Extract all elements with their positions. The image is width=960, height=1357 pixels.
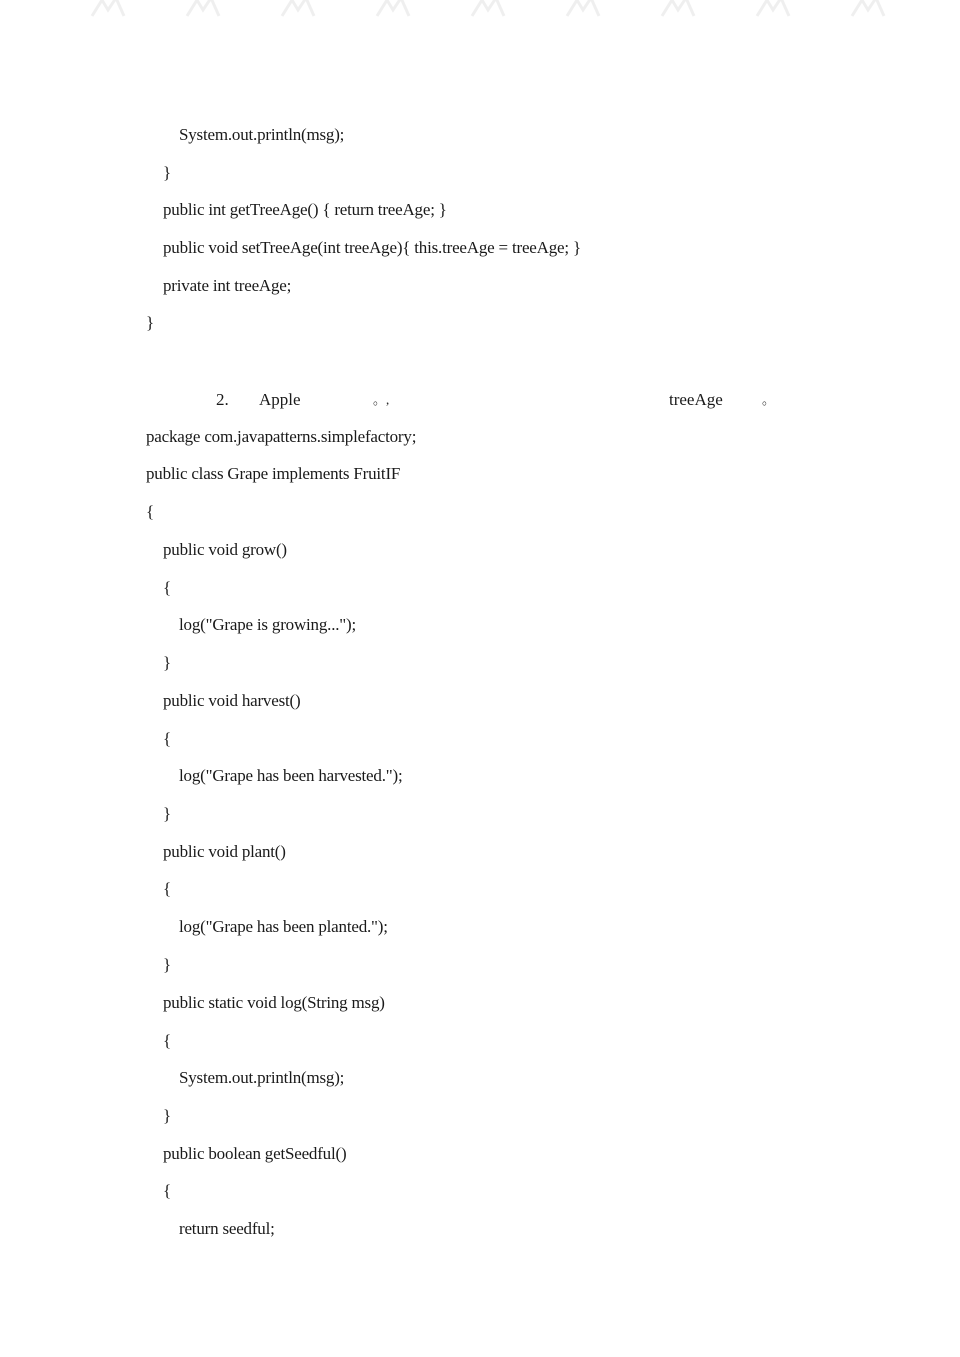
code-line: public void grow() — [163, 540, 287, 559]
watermark-icon — [468, 0, 508, 22]
code-line: log("Grape has been planted."); — [179, 917, 388, 936]
watermark-icon — [373, 0, 413, 22]
item-number: 2. — [216, 390, 229, 409]
code-line: System.out.println(msg); — [179, 125, 345, 144]
code-line: } — [163, 1106, 171, 1125]
item-text: treeAge — [669, 390, 723, 409]
code-line: public void harvest() — [163, 691, 301, 710]
code-line: } — [163, 804, 171, 823]
code-line: } — [146, 313, 154, 332]
code-line: { — [163, 1031, 171, 1050]
watermark-strip — [0, 0, 960, 30]
watermark-icon — [183, 0, 223, 22]
watermark-icon — [658, 0, 698, 22]
code-line: public void setTreeAge(int treeAge){ this.treeAge = treeAge; } — [163, 238, 581, 257]
code-line: public boolean getSeedful() — [163, 1144, 347, 1163]
code-line: { — [163, 578, 171, 597]
watermark-icon — [753, 0, 793, 22]
code-line: } — [163, 955, 171, 974]
code-line: log("Grape has been harvested."); — [179, 766, 403, 785]
item-punct: 。, — [373, 392, 390, 407]
item-text: Apple — [259, 390, 301, 409]
code-line: } — [163, 653, 171, 672]
code-line: System.out.println(msg); — [179, 1068, 345, 1087]
code-line: private int treeAge; — [163, 276, 292, 295]
watermark-icon — [848, 0, 888, 22]
code-line: { — [163, 879, 171, 898]
code-line: package com.javapatterns.simplefactory; — [146, 427, 417, 446]
code-line: public int getTreeAge() { return treeAge; } — [163, 200, 447, 219]
code-line: { — [163, 729, 171, 748]
code-line: public void plant() — [163, 842, 286, 861]
code-line: { — [146, 502, 154, 521]
watermark-icon — [563, 0, 603, 22]
watermark-icon — [278, 0, 318, 22]
code-line: public class Grape implements FruitIF — [146, 464, 401, 483]
code-line: { — [163, 1181, 171, 1200]
watermark-icon — [88, 0, 128, 22]
code-line: return seedful; — [179, 1219, 275, 1238]
code-line: } — [163, 163, 171, 182]
code-line: public static void log(String msg) — [163, 993, 385, 1012]
code-line: log("Grape is growing..."); — [179, 615, 357, 634]
item-punct: 。 — [762, 392, 776, 407]
